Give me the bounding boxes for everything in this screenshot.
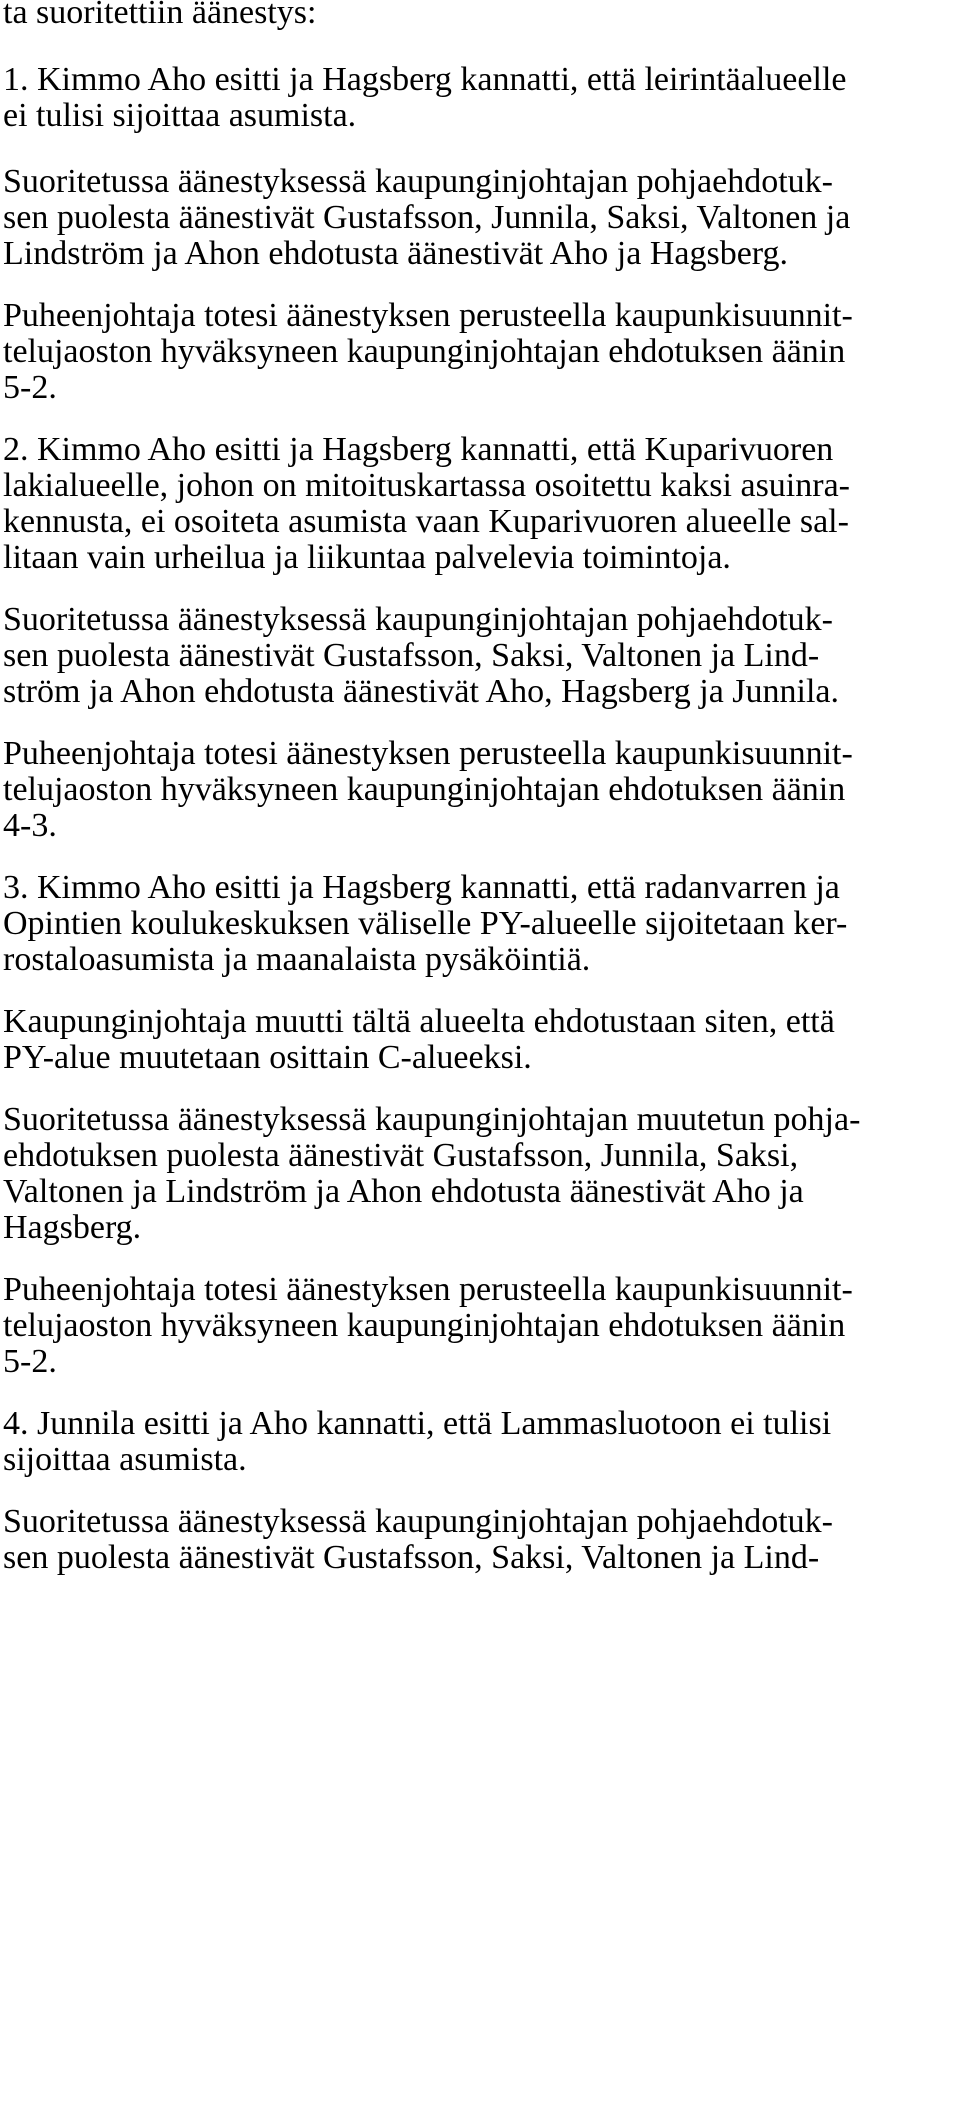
text-line: Valtonen ja Lindström ja Ahon ehdotusta äänestivät Aho ja: [3, 1173, 804, 1210]
text-line: ei tulisi sijoittaa asumista.: [3, 97, 357, 134]
text-line: Suoritetussa äänestyksessä kaupunginjohtajan pohjaehdotuk-: [3, 601, 833, 638]
text-line: PY-alue muutetaan osittain C-alueeksi.: [3, 1039, 532, 1076]
text-line: litaan vain urheilua ja liikuntaa palvelevia toimintoja.: [3, 539, 731, 576]
text-line: Lindström ja Ahon ehdotusta äänestivät Aho ja Hagsberg.: [3, 235, 789, 272]
text-line: 4. Junnila esitti ja Aho kannatti, että Lammasluotoon ei tulisi: [3, 1405, 832, 1442]
text-line: kennusta, ei osoiteta asumista vaan Kuparivuoren alueelle sal-: [3, 503, 849, 540]
text-line: 1. Kimmo Aho esitti ja Hagsberg kannatti, että leirintäalueelle: [3, 61, 847, 98]
text-line: ehdotuksen puolesta äänestivät Gustafsson, Junnila, Saksi,: [3, 1137, 799, 1174]
text-line: sijoittaa asumista.: [3, 1441, 247, 1478]
text-line: 4-3.: [3, 807, 57, 844]
text-line: sen puolesta äänestivät Gustafsson, Junnila, Saksi, Valtonen ja: [3, 199, 851, 236]
text-line: ström ja Ahon ehdotusta äänestivät Aho, Hagsberg ja Junnila.: [3, 673, 840, 710]
text-line: telujaoston hyväksyneen kaupunginjohtajan ehdotuksen äänin: [3, 333, 846, 370]
text-line: 3. Kimmo Aho esitti ja Hagsberg kannatti, että radanvarren ja: [3, 869, 840, 906]
text-line: telujaoston hyväksyneen kaupunginjohtajan ehdotuksen äänin: [3, 771, 846, 808]
text-line: sen puolesta äänestivät Gustafsson, Saksi, Valtonen ja Lind-: [3, 1539, 820, 1576]
text-line: Suoritetussa äänestyksessä kaupunginjohtajan pohjaehdotuk-: [3, 1503, 833, 1540]
text-line: lakialueelle, johon on mitoituskartassa osoitettu kaksi asuinra-: [3, 467, 850, 504]
text-line: Hagsberg.: [3, 1209, 142, 1246]
text-line: 5-2.: [3, 369, 57, 406]
text-line: Puheenjohtaja totesi äänestyksen perusteella kaupunkisuunnit-: [3, 735, 853, 772]
text-line: Puheenjohtaja totesi äänestyksen perusteella kaupunkisuunnit-: [3, 1271, 853, 1308]
text-line: ta suoritettiin äänestys:: [3, 0, 317, 31]
text-line: Kaupunginjohtaja muutti tältä alueelta ehdotustaan siten, että: [3, 1003, 835, 1040]
text-line: telujaoston hyväksyneen kaupunginjohtajan ehdotuksen äänin: [3, 1307, 846, 1344]
text-line: sen puolesta äänestivät Gustafsson, Saksi, Valtonen ja Lind-: [3, 637, 820, 674]
text-line: Opintien koulukeskuksen väliselle PY-alueelle sijoitetaan ker-: [3, 905, 848, 942]
text-line: 2. Kimmo Aho esitti ja Hagsberg kannatti, että Kuparivuoren: [3, 431, 834, 468]
text-line: 5-2.: [3, 1343, 57, 1380]
text-line: rostaloasumista ja maanalaista pysäköintiä.: [3, 941, 591, 978]
text-line: Suoritetussa äänestyksessä kaupunginjohtajan pohjaehdotuk-: [3, 163, 833, 200]
text-line: Puheenjohtaja totesi äänestyksen perusteella kaupunkisuunnit-: [3, 297, 853, 334]
text-line: Suoritetussa äänestyksessä kaupunginjohtajan muutetun pohja-: [3, 1101, 861, 1138]
